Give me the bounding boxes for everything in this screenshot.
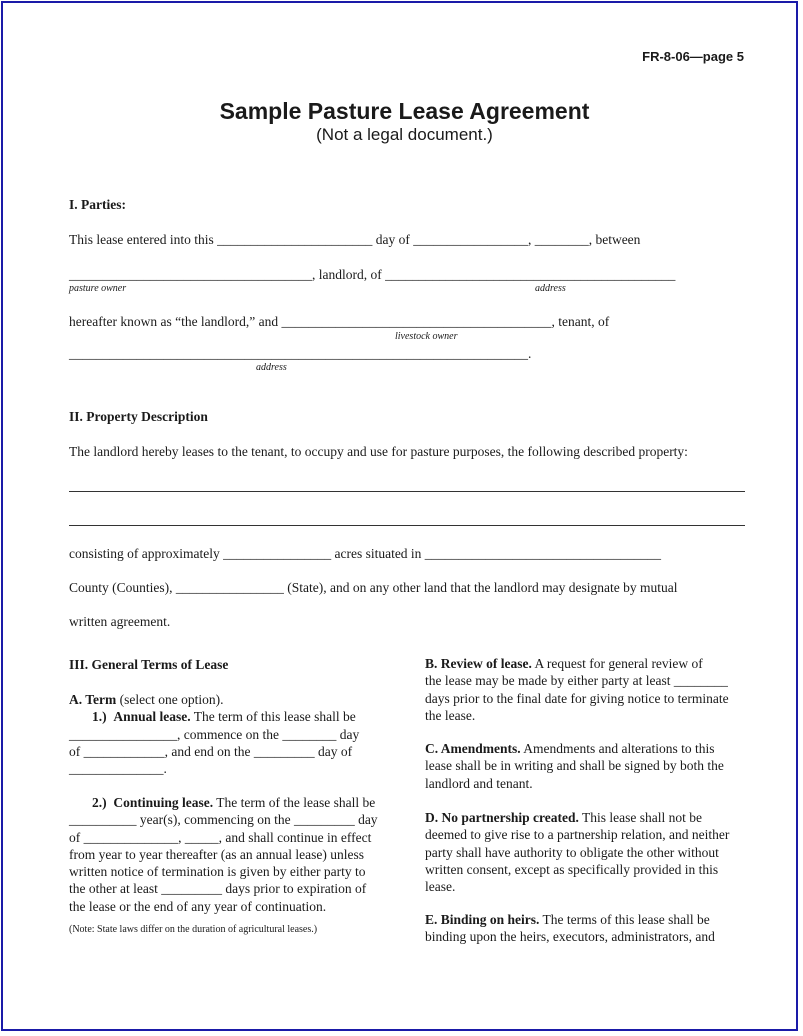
- page-code: FR-8-06—page 5: [642, 49, 744, 64]
- property-heading: II. Property Description: [69, 409, 208, 424]
- document-title: Sample Pasture Lease Agreement: [219, 98, 590, 124]
- landlord-address-label: address: [535, 283, 566, 294]
- parties-line-2: ____________________________________, landlord, of ___________________________________________: [69, 267, 676, 282]
- property-acres-line: consisting of approximately ________________ acres situated in ___________________________________: [69, 546, 662, 561]
- amendments-rest: Amendments and alterations to this: [520, 741, 715, 756]
- partnership-line-2: deemed to give rise to a partnership relation, and neither: [425, 827, 730, 843]
- document-subtitle: (Not a legal document.): [316, 125, 493, 144]
- continuing-line-6: the other at least _________ days prior to expiration of: [69, 881, 367, 897]
- amendments-label: C. Amendments.: [425, 741, 521, 756]
- property-county-line: County (Counties), ________________ (State), and on any other land that the landlord may designate by mutual: [69, 580, 678, 595]
- property-intro: The landlord hereby leases to the tenant, to occupy and use for pasture purposes, the following described property:: [69, 444, 688, 459]
- review-section: [425, 655, 729, 724]
- partnership-label: D. No partnership created.: [425, 810, 579, 825]
- duration-note: (Note: State laws differ on the duration of agricultural leases.): [69, 924, 318, 935]
- document-page: [1, 1, 798, 1031]
- annual-number: 1.): [92, 709, 107, 725]
- parties-line-4: ____________________________________________________________________.: [69, 346, 532, 361]
- property-description-line-2: [69, 525, 745, 526]
- review-line-3: days prior to the final date for giving notice to terminate: [425, 690, 729, 706]
- heirs-label: E. Binding on heirs.: [425, 912, 540, 927]
- continuing-line-3: of ______________, _____, and shall continue in effect: [69, 829, 372, 845]
- parties-line-3: hereafter known as “the landlord,” and ________________________________________, tenant, of: [69, 314, 610, 329]
- pasture-owner-label: pasture owner: [69, 283, 127, 294]
- continuing-number: 2.): [92, 795, 107, 810]
- review-line-2: the lease may be made by either party at least ________: [425, 673, 728, 689]
- term-section: [69, 691, 359, 777]
- heirs-section: [425, 911, 715, 946]
- continuing-section: [69, 794, 378, 915]
- heirs-rest: The terms of this lease shall be: [539, 912, 710, 927]
- annual-lease-rest: The term of this lease shall be: [190, 709, 356, 725]
- annual-line-3: of ____________, and end on the _________ day of: [69, 743, 353, 759]
- continuing-lease-label: Continuing lease.: [113, 795, 214, 810]
- partnership-line-3: party shall have authority to obligate the other without: [425, 844, 719, 860]
- amendments-section: [425, 740, 724, 792]
- annual-lease-label: Annual lease.: [113, 709, 191, 725]
- term-a-rest: (select one option).: [116, 692, 224, 707]
- continuing-line-2: __________ year(s), commencing on the _________ day: [69, 812, 378, 828]
- continuing-line-4: from year to year thereafter (as an annual lease) unless: [69, 846, 364, 862]
- partnership-line-4: written consent, except as specifically provided in this: [425, 861, 719, 877]
- parties-line-1: This lease entered into this _______________________ day of _________________, ________, between: [69, 232, 641, 247]
- term-a-label: A. Term: [69, 692, 117, 707]
- partnership-rest: This lease shall not be: [578, 810, 702, 825]
- amendments-line-2: lease shall be in writing and shall be signed by both the: [425, 758, 724, 774]
- review-label: B. Review of lease.: [425, 656, 532, 671]
- partnership-section: [425, 809, 729, 895]
- review-rest: A request for general review of: [531, 656, 703, 671]
- continuing-lease-rest: The term of the lease shall be: [213, 795, 376, 810]
- partnership-line-5: lease.: [425, 879, 456, 895]
- property-written-line: written agreement.: [69, 614, 171, 629]
- livestock-owner-label: livestock owner: [395, 331, 458, 342]
- annual-line-4: ______________.: [69, 761, 167, 777]
- annual-line-2: ________________, commence on the ________ day: [69, 726, 360, 742]
- parties-heading: I. Parties:: [69, 197, 126, 212]
- general-terms-heading: III. General Terms of Lease: [69, 657, 229, 672]
- amendments-line-3: landlord and tenant.: [425, 775, 533, 791]
- tenant-address-label: address: [256, 362, 287, 373]
- review-line-4: the lease.: [425, 707, 476, 723]
- continuing-line-7: the lease or the end of any year of continuation.: [69, 898, 327, 914]
- continuing-line-5: written notice of termination is given by either party to: [69, 864, 366, 880]
- heirs-line-2: binding upon the heirs, executors, administrators, and: [425, 929, 715, 945]
- property-description-line-1: [69, 491, 745, 492]
